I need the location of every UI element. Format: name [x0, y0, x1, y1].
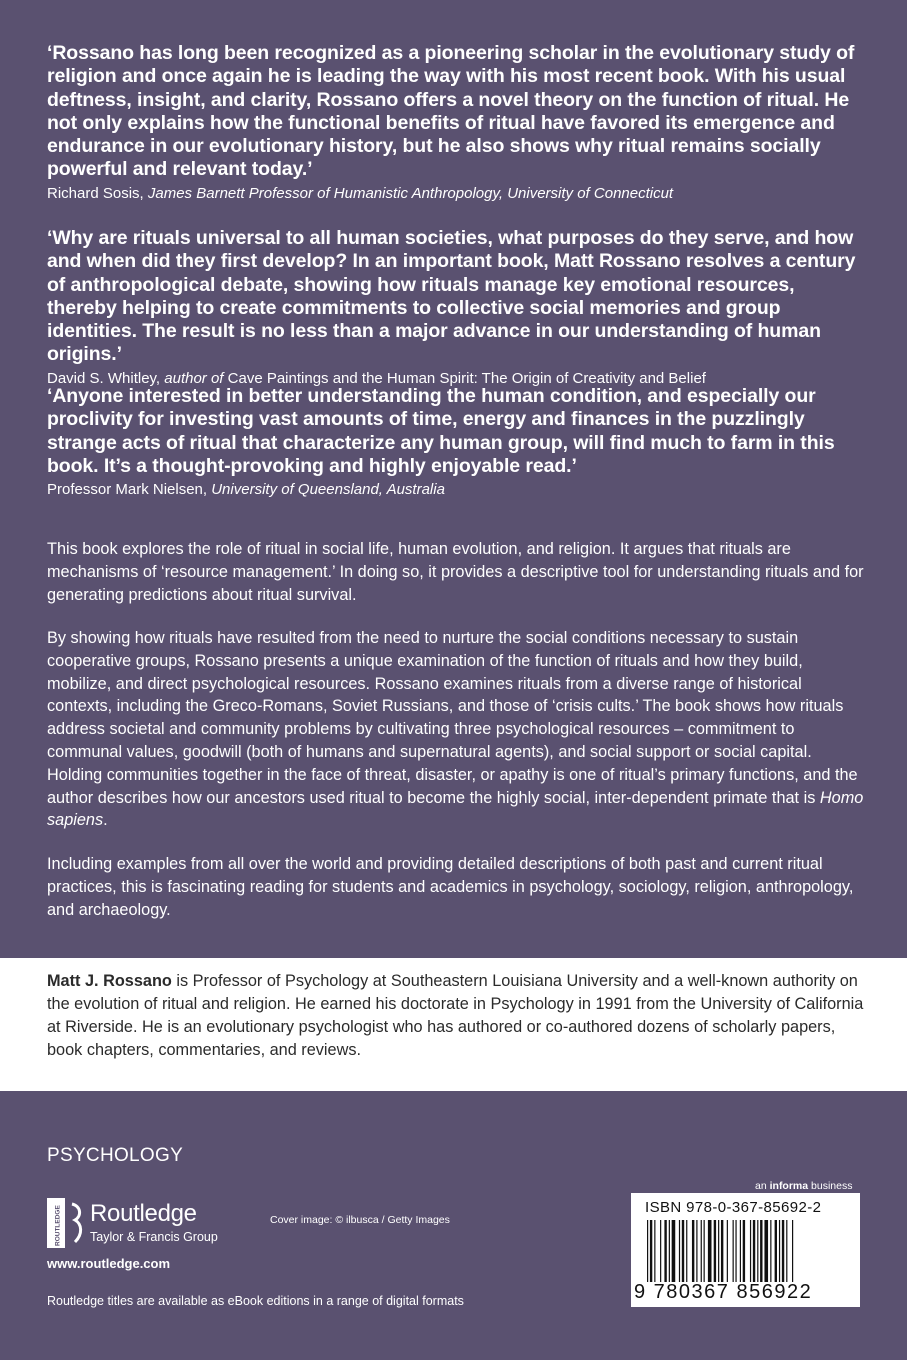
barcode-bar [647, 1220, 648, 1282]
barcode-bar [660, 1220, 661, 1282]
description-paragraph-2: By showing how rituals have resulted from the need to nurture the social conditions necessary to sustain cooperative groups, Rossano presents a unique examination of the function of rituals and how they build, mobilize, and direct psychological resources. Rossano examines rituals from a diverse range of historical contexts, including the Greco-Romans, Soviet Russians, and those of ‘crisis cults.’ The book shows how rituals address societal and community problems by cultivating three psychological resources – commitment to communal values, goodwill (both of humans and supernatural agents), and social support or social capital. Holding communities together in the face of threat, disaster, or apathy is one of ritual’s primary functions, and the author describes how our ancestors used ritual to become the highly social, inter-dependent primate that is Homo sapiens. [47, 629, 864, 830]
quote-text: ‘Rossano has long been recognized as a pioneering scholar in the evolutionary study of religion and once again he is leading the way with his most recent book. With his usual deftness, insight, and clarity, Rossano offers a novel theory on the function of ritual. He not only explains how the functional benefits of ritual have favored its emergence and endurance in our evolutionary history, but he also shows why ritual remains socially powerful and relevant today.’ [47, 42, 855, 181]
barcode-bar [760, 1220, 762, 1282]
quote-text: ‘Why are rituals universal to all human societies, what purposes do they serve, and how and when did they first develop? In an important book, Matt Rossano resolves a century of anthropological debate, showing how rituals manage key emotional resources, thereby helping to create commitments to collective social memories and group identities. The result is no less than a major advance in our understanding of human origins.’ [47, 227, 856, 366]
barcode-bar [721, 1220, 723, 1282]
quote-text: ‘Anyone interested in better understanding the human condition, and especially our proclivity for investing vast amounts of time, energy and finances in the puzzlingly strange acts of ritual that characterize any human group, will find much to farm in this book. It’s a thought-provoking and highly enjoyable read.’ [47, 385, 835, 477]
barcode-bar [764, 1220, 768, 1282]
barcode-bar [686, 1220, 687, 1282]
barcode-bar [727, 1220, 728, 1282]
ebook-note: Routledge titles are available as eBook editions in a range of digital formats [47, 1294, 464, 1308]
barcode-bar [696, 1220, 697, 1282]
quote-attribution: David S. Whitley, author of Cave Paintings and the Human Spirit: The Origin of Creativity and Belief [47, 369, 706, 387]
author-bio: Matt J. Rossano is Professor of Psychology at Southeastern Louisiana University and a well-known authority on the evolution of ritual and religion. He earned his doctorate in Psychology in 1991 from the University of California at Riverside. He is an evolutionary psychologist who has authored or co-authored dozens of scholarly papers, book chapters, commentaries, and reviews. [47, 972, 864, 1059]
cover-credit: Cover image: © ilbusca / Getty Images [270, 1214, 450, 1226]
barcode-icon [645, 1220, 846, 1282]
barcode-bar [701, 1220, 702, 1282]
publisher-logo [47, 1198, 247, 1248]
quote-2 [47, 227, 862, 389]
publisher-name: Routledge [90, 1200, 197, 1227]
barcode-bar [672, 1220, 676, 1282]
isbn-barcode-box [631, 1193, 860, 1307]
barcode-bar [757, 1220, 758, 1282]
publisher-website[interactable]: www.routledge.com [47, 1256, 171, 1271]
barcode-bar [654, 1220, 655, 1282]
barcode-bar [782, 1220, 784, 1282]
barcode-digits: 9 780367 856922 [634, 1281, 813, 1303]
barcode-bar [718, 1220, 719, 1282]
svg-text:ROUTLEDGE: ROUTLEDGE [54, 1205, 62, 1246]
quote-attribution: Professor Mark Nielsen, University of Queensland, Australia [47, 481, 445, 499]
informa-tagline: an informa business [755, 1180, 853, 1192]
subject-category: PSYCHOLOGY [47, 1145, 184, 1166]
barcode-bar [664, 1220, 666, 1282]
barcode-bar [750, 1220, 751, 1282]
barcode-bar [775, 1220, 777, 1282]
quote-attribution: Richard Sosis, James Barnett Professor of Humanistic Anthropology, University of Connecticut [47, 184, 674, 202]
barcode-bar [786, 1220, 787, 1282]
barcode-bar [733, 1220, 734, 1282]
author-name: Matt J. Rossano [47, 972, 172, 990]
barcode-bar [792, 1220, 793, 1282]
author-bio-band [0, 958, 907, 1091]
barcode-bar [735, 1220, 736, 1282]
barcode-bar [708, 1220, 712, 1282]
barcode-bar [692, 1220, 694, 1282]
barcode-bar [704, 1220, 705, 1282]
barcode-bar [682, 1220, 684, 1282]
barcode-bar [650, 1220, 652, 1282]
routledge-swirl-icon [69, 1202, 85, 1244]
routledge-mark-icon [47, 1198, 65, 1248]
barcode-bar [679, 1220, 680, 1282]
barcode-bar [743, 1220, 745, 1282]
barcode-bar [779, 1220, 780, 1282]
quote-3 [47, 385, 862, 500]
barcode-bar [669, 1220, 670, 1282]
barcode-bar [714, 1220, 716, 1282]
barcode-bar [753, 1220, 755, 1282]
description-paragraph-1: This book explores the role of ritual in social life, human evolution, and religion. It argues that rituals are mechanisms of ‘resource management.’ In doing so, it provides a descriptive tool for understanding rituals and for generating predictions about ritual survival. [47, 540, 864, 604]
description-paragraph-3: Including examples from all over the world and providing detailed descriptions of both past and current ritual practices, this is fascinating reading for students and academics in psychology, sociology, religion, anthropology, and archaeology. [47, 855, 854, 919]
quote-1 [47, 42, 862, 204]
isbn-number: ISBN 978-0-367-85692-2 [645, 1199, 822, 1216]
barcode-bar [740, 1220, 741, 1282]
barcode-bar [770, 1220, 771, 1282]
publisher-subtitle: Taylor & Francis Group [90, 1230, 218, 1244]
